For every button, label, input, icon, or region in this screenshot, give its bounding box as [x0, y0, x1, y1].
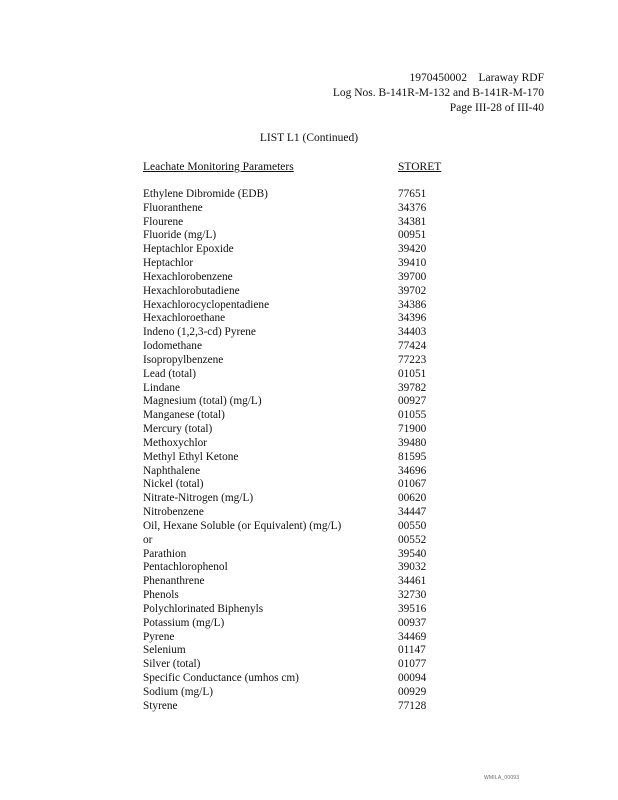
storet-code: 77424	[398, 340, 427, 353]
parameter-name: Selenium	[143, 644, 186, 657]
storet-code: 01067	[398, 478, 427, 491]
storet-code: 00094	[398, 671, 427, 684]
list-item	[143, 603, 483, 617]
parameter-name: Iodomethane	[143, 340, 202, 353]
storet-code: 00620	[398, 492, 427, 505]
list-item	[143, 409, 483, 423]
parameter-column-header: Leachate Monitoring Parameters	[143, 161, 294, 173]
list-item	[143, 465, 483, 479]
list-item	[143, 451, 483, 465]
list-item	[143, 243, 483, 257]
storet-code: 01055	[398, 409, 427, 422]
list-item	[143, 534, 483, 548]
list-item	[143, 672, 483, 686]
document-header	[333, 71, 544, 116]
storet-code: 34386	[398, 298, 427, 311]
list-item	[143, 686, 483, 700]
storet-code: 34396	[398, 312, 427, 325]
list-item	[143, 354, 483, 368]
parameter-name: Phenols	[143, 589, 179, 602]
storet-code: 39540	[398, 547, 427, 560]
list-item	[143, 202, 483, 216]
bates-stamp: WMILA_00093	[484, 775, 520, 781]
parameter-name: Methyl Ethyl Ketone	[143, 450, 239, 463]
list-item	[143, 589, 483, 603]
list-item	[143, 631, 483, 645]
parameter-name: Oil, Hexane Soluble (or Equivalent) (mg/L)	[143, 519, 342, 532]
storet-code: 71900	[398, 423, 427, 436]
list-item	[143, 382, 483, 396]
parameter-name: Manganese (total)	[143, 409, 225, 422]
storet-code: 00929	[398, 685, 427, 698]
list-item	[143, 423, 483, 437]
storet-code: 32730	[398, 589, 427, 602]
list-item	[143, 299, 483, 313]
parameter-name: Polychlorinated Biphenyls	[143, 602, 264, 615]
header-facility-line: 1970450002 Laraway RDF	[409, 72, 544, 84]
storet-code: 00552	[398, 533, 427, 546]
list-item	[143, 478, 483, 492]
storet-code: 77128	[398, 699, 427, 712]
parameter-list	[143, 188, 483, 713]
storet-code: 77223	[398, 353, 427, 366]
header-page-number: Page III-28 of III-40	[449, 102, 544, 114]
list-item	[143, 368, 483, 382]
parameter-name: Pyrene	[143, 630, 175, 643]
parameter-name: Nickel (total)	[143, 478, 204, 491]
list-item	[143, 658, 483, 672]
storet-code: 39032	[398, 561, 427, 574]
storet-code: 00927	[398, 395, 427, 408]
storet-column-header: STORET	[398, 161, 442, 173]
list-item	[143, 188, 483, 202]
parameter-name: Indeno (1,2,3-cd) Pyrene	[143, 326, 256, 339]
storet-code: 39782	[398, 381, 427, 394]
list-item	[143, 271, 483, 285]
parameter-name: or	[143, 533, 153, 546]
storet-code: 39480	[398, 436, 427, 449]
list-item	[143, 340, 483, 354]
parameter-name: Parathion	[143, 547, 187, 560]
list-item	[143, 285, 483, 299]
parameter-name: Heptachlor Epoxide	[143, 243, 234, 256]
storet-code: 00937	[398, 616, 427, 629]
storet-code: 01147	[398, 644, 426, 657]
parameter-name: Heptachlor	[143, 257, 194, 270]
storet-code: 39516	[398, 602, 427, 615]
parameter-name: Styrene	[143, 699, 178, 712]
list-item	[143, 506, 483, 520]
storet-code: 01077	[398, 658, 427, 671]
parameter-name: Nitrobenzene	[143, 506, 204, 519]
list-item	[143, 548, 483, 562]
parameter-name: Isopropylbenzene	[143, 353, 224, 366]
parameter-name: Phenanthrene	[143, 575, 205, 588]
parameter-name: Magnesium (total) (mg/L)	[143, 395, 262, 408]
list-item	[143, 326, 483, 340]
parameter-name: Nitrate-Nitrogen (mg/L)	[143, 492, 254, 505]
list-item	[143, 644, 483, 658]
list-item	[143, 617, 483, 631]
list-item	[143, 437, 483, 451]
storet-code: 34447	[398, 506, 427, 519]
list-item	[143, 492, 483, 506]
parameter-name: Specific Conductance (umhos cm)	[143, 671, 299, 684]
parameter-name: Pentachlorophenol	[143, 561, 228, 574]
parameter-name: Flourene	[143, 215, 184, 228]
list-item	[143, 575, 483, 589]
list-item	[143, 700, 483, 714]
storet-code: 77651	[398, 188, 427, 200]
parameter-name: Silver (total)	[143, 658, 201, 671]
parameter-name: Lead (total)	[143, 367, 197, 380]
storet-code: 00550	[398, 519, 427, 532]
parameter-name: Hexachlorobenzene	[143, 270, 233, 283]
parameter-name: Fluoride (mg/L)	[143, 229, 217, 242]
storet-code: 39410	[398, 257, 427, 270]
parameter-name: Hexachlorocyclopentadiene	[143, 298, 270, 311]
parameter-name: Mercury (total)	[143, 423, 213, 436]
storet-code: 34696	[398, 464, 427, 477]
parameter-name: Hexachloroethane	[143, 312, 226, 325]
list-title: LIST L1 (Continued)	[259, 132, 359, 144]
storet-code: 34403	[398, 326, 427, 339]
storet-code: 00951	[398, 229, 427, 242]
parameter-name: Sodium (mg/L)	[143, 685, 213, 698]
storet-code: 81595	[398, 450, 427, 463]
list-item	[143, 395, 483, 409]
parameter-name: Hexachlorobutadiene	[143, 284, 240, 297]
list-item	[143, 561, 483, 575]
storet-code: 34381	[398, 215, 427, 228]
parameter-name: Potassium (mg/L)	[143, 616, 225, 629]
list-item	[143, 312, 483, 326]
storet-code: 39702	[398, 284, 427, 297]
storet-code: 39700	[398, 270, 427, 283]
list-item	[143, 520, 483, 534]
storet-code: 34461	[398, 575, 427, 588]
parameter-name: Methoxychlor	[143, 436, 208, 449]
list-item	[143, 257, 483, 271]
list-item	[143, 229, 483, 243]
storet-code: 34376	[398, 201, 427, 214]
header-log-numbers: Log Nos. B-141R-M-132 and B-141R-M-170	[332, 87, 544, 99]
list-item	[143, 216, 483, 230]
parameter-name: Lindane	[143, 381, 181, 394]
parameter-name: Naphthalene	[143, 464, 201, 477]
parameter-name: Fluoranthene	[143, 201, 203, 214]
storet-code: 39420	[398, 243, 427, 256]
storet-code: 34469	[398, 630, 427, 643]
parameter-name: Ethylene Dibromide (EDB)	[143, 188, 268, 200]
storet-code: 01051	[398, 367, 427, 380]
